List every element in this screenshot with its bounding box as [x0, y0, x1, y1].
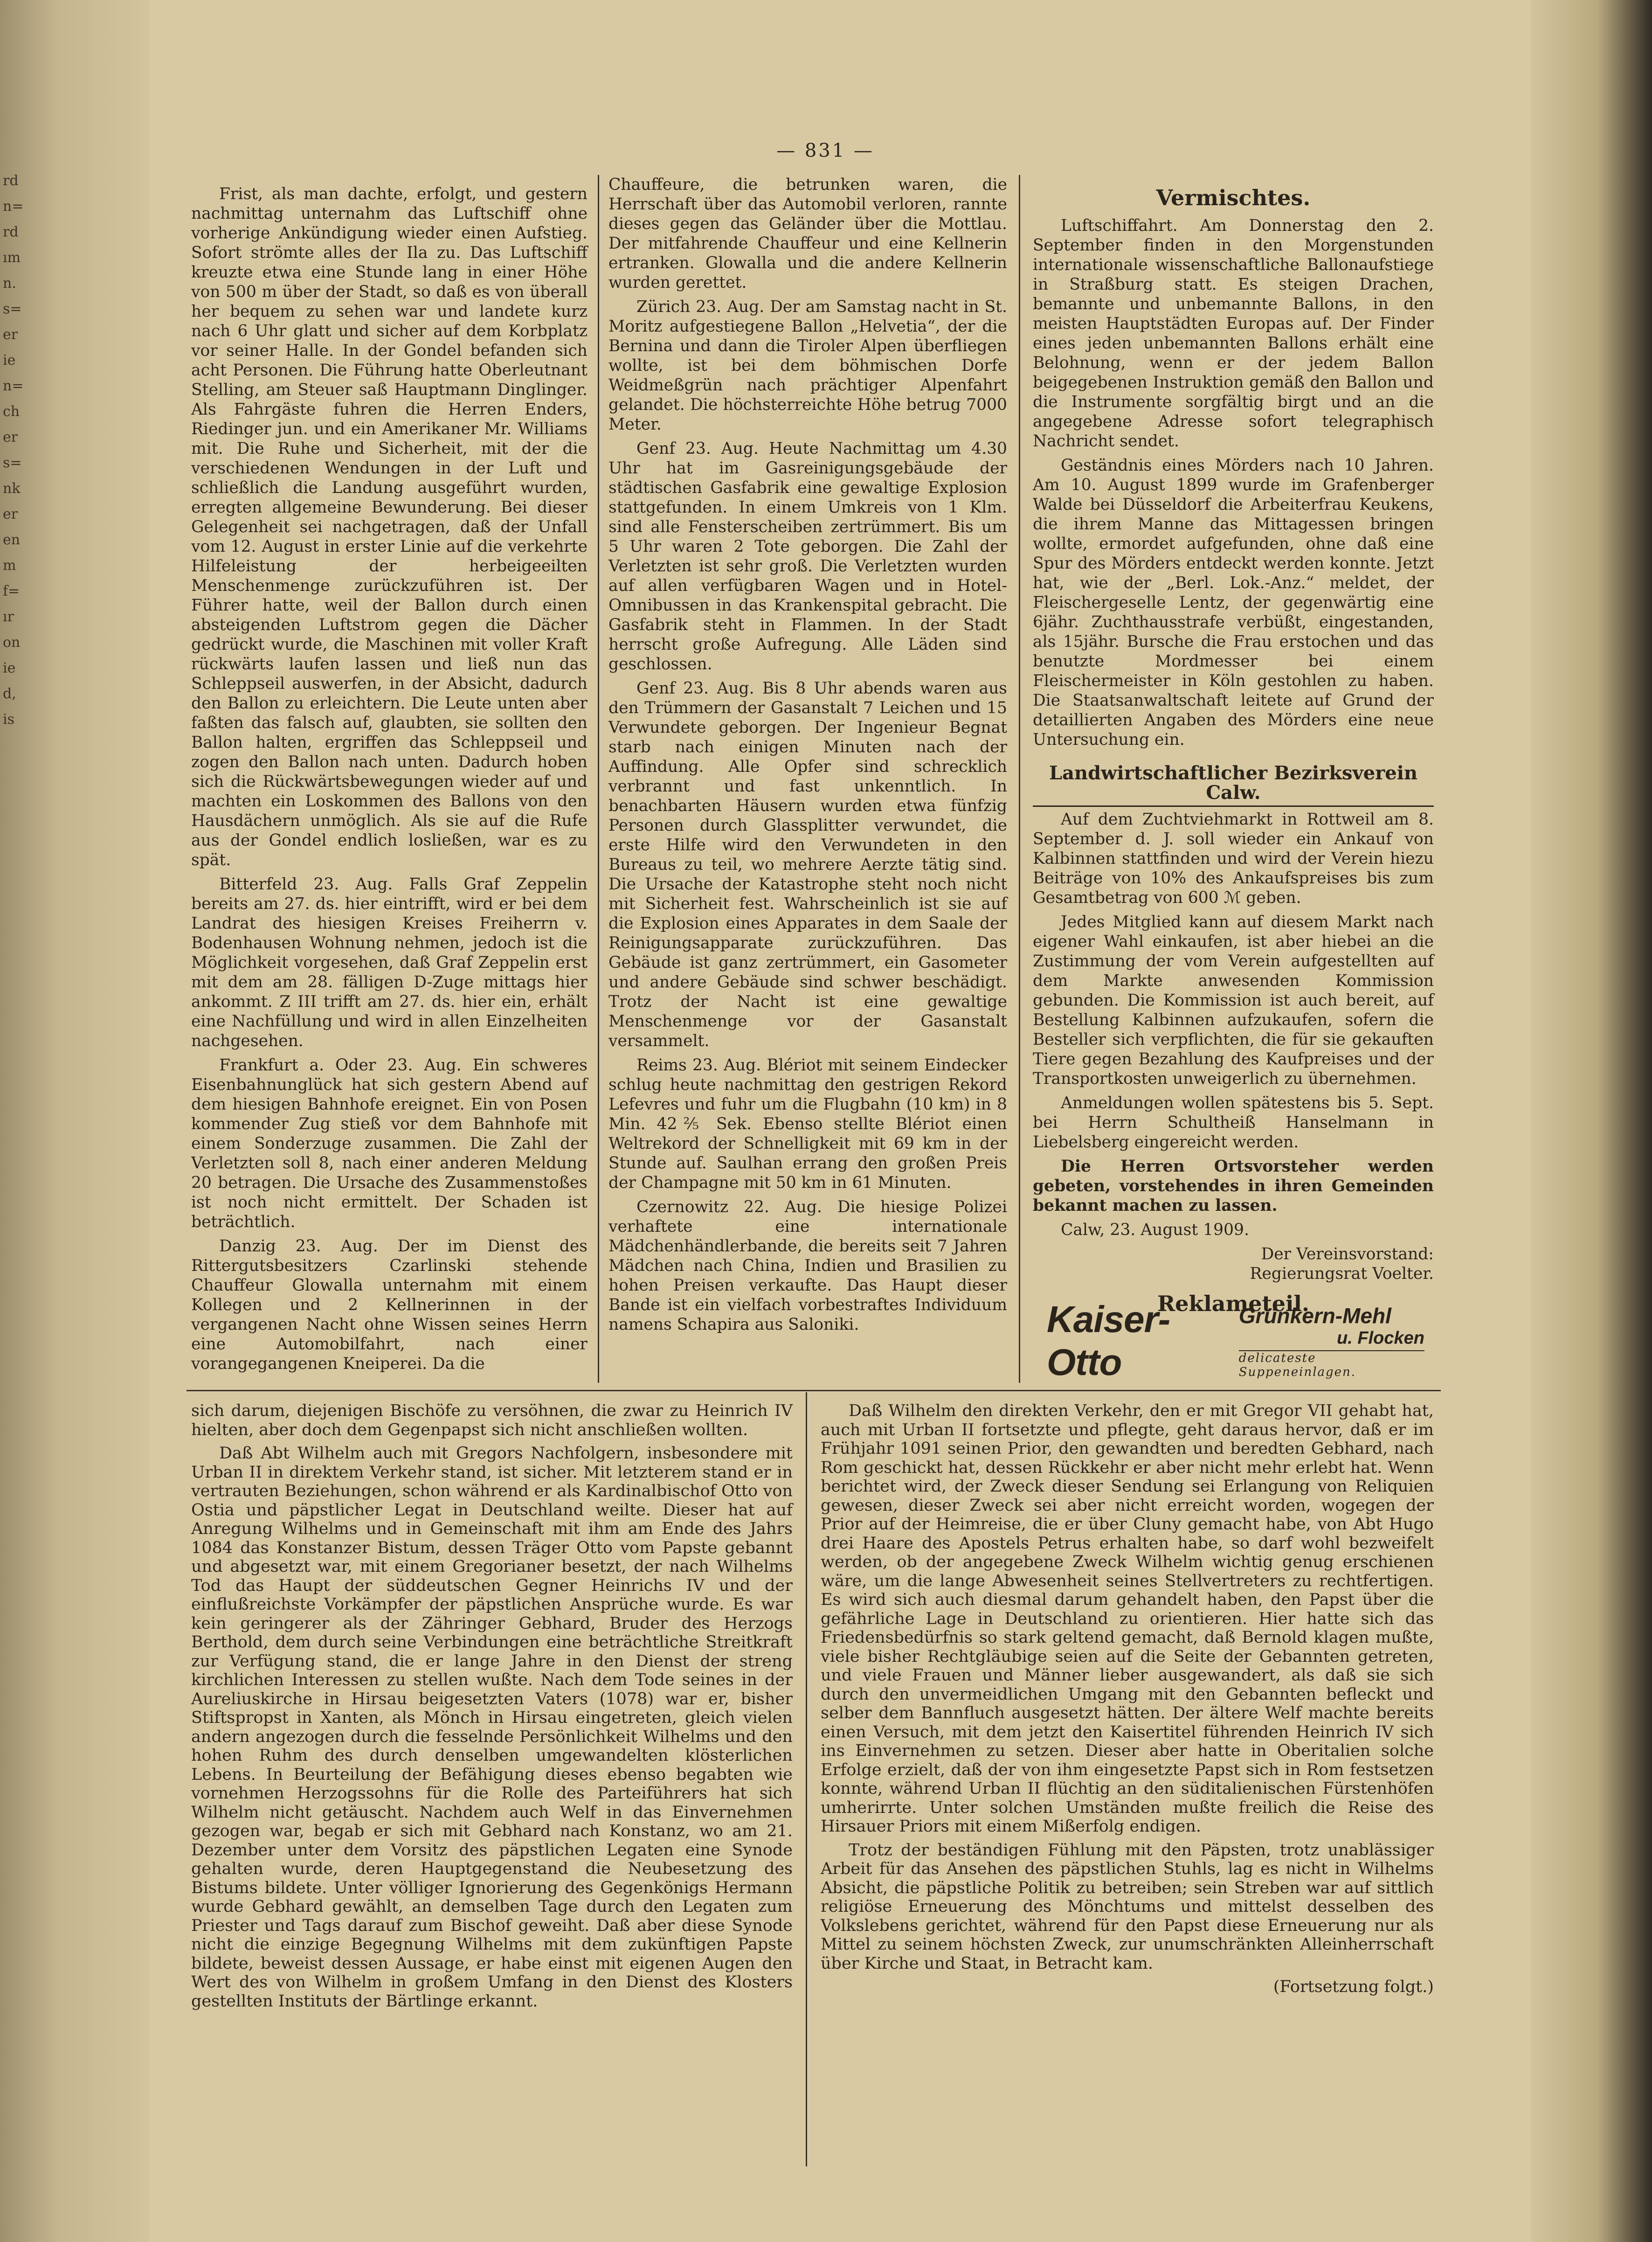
- section-divider: [187, 1390, 1441, 1391]
- article-paragraph: sich darum, diejenigen Bischöfe zu versöhnen, die zwar zu Heinrich IV hielten, aber doch dem Gegenpapst sich nicht anschließen wollten.: [191, 1402, 793, 1439]
- notice-signature: Regierungsrat Voelter.: [1250, 1264, 1434, 1283]
- article-paragraph: Daß Wilhelm den direkten Verkehr, den er mit Gregor VII gehabt hat, auch mit Urban II fortsetzte und pflegte, geht daraus hervor, daß er im Frühjahr 1091 seinen Prior, den gewandten und beredten Gebhard, nach Rom geschickt hat, dessen Rückkehr er aber nicht mehr erlebt hat. Wenn berichtet wird, der Zweck dieser Sendung sei Erlangung von Reliquien gewesen, dieser Zweck sei aber nicht erreicht worden, wogegen der Prior auf der Heimreise, die er über Cluny gemacht habe, von Abt Hugo drei Haare des Apostels Petrus erhalten habe, so darf wohl bezweifelt werden, ob der angegebene Zweck Wilhelm wichtig genug erschienen wäre, um die lange Abwesenheit seines Stellvertreters zu rechtfertigen. Es wird sich auch diesmal darum gehandelt haben, den Papst über die gefährliche Lage in Deutschland zu orientieren. Hier hatte sich das Friedensbedürfnis so stark geltend gemacht, daß Bernold klagen mußte, viele bisher Rechtgläubige seien auf die Seite der Gebannten getreten, und viele Frauen und Männer lieber ausgewandert, als daß sie sich durch den unvermeidlichen Umgang mit den Gebannten befleckt und selber dem Bannfluch ausgesetzt hätten. Der ältere Welf machte bereits einen Versuch, mit dem jetzt den Kaisertitel führenden Heinrich IV sich ins Einvernehmen zu setzen. Dieser aber hatte in Oberitalien solche Erfolge erzielt, daß der von ihm eingesetzte Papst sich in Rom festsetzen konnte, während Urban II flüchtig an den süditalienischen Fürstenhöfen umherirrte. Unter solchen Umständen mußte freilich die Reise des Hirsauer Priors mit einem Mißerfolg endigen.: [821, 1402, 1434, 1836]
- article-paragraph: Danzig 23. Aug. Der im Dienst des Rittergutsbesitzers Czarlinski stehende Chauffeur Glowalla unternahm mit einem Kollegen und 2 Kellnerinnen in der vergangenen Nacht ohne Wissen seines Herrn eine Automobilfahrt, nach einer vorangegangenen Kneiperei. Da die: [191, 1237, 588, 1373]
- binding-gutter: [0, 0, 149, 2242]
- notice-paragraph: Jedes Mitglied kann auf diesem Markt nach eigener Wahl einkaufen, ist aber hiebei an die Zustimmung der vom Verein aufgestellten auf dem Markte anwesenden Kommission gebunden. Die Kommission ist auch bereit, auf Bestellung Kalbinnen aufzukaufen, sofern die Besteller sich verpflichten, die für sie gekauften Tiere gegen Bezahlung des Kaufpreises und der Transportkosten unweigerlich zu übernehmen.: [1033, 913, 1434, 1088]
- association-notice: [1033, 764, 1434, 1284]
- section-heading: Vermischtes.: [1156, 185, 1311, 210]
- article-paragraph: Genf 23. Aug. Bis 8 Uhr abends waren aus den Trümmern der Gasanstalt 7 Leichen und 15 Verwundete geborgen. Der Ingenieur Begnat starb nach einigen Minuten nach der Auffindung. Alle Opfer sind schrecklich verbrannt und fast unkenntlich. In benachbarten Häusern wurden etwa fünfzig Personen durch Glassplitter verwundet, die erste Hilfe wird den Verwundeten in den Bureaus zu teil, wo mehrere Aerzte tätig sind. Die Ursache der Katastrophe steht noch nicht mit Sicherheit fest. Wahrscheinlich ist sie auf die Explosion eines Apparates in dem Saale der Reinigungsapparate zurückzuführen. Das Gebäude ist ganz zertrümmert, ein Gasometer und andere Gebäude sind schwer beschädigt. Trotz der Nacht ist eine gewaltige Menschenmenge vor der Gasanstalt versammelt.: [608, 679, 1007, 1050]
- notice-paragraph: Die Herren Ortsvorsteher werden gebeten, vorstehendes in ihren Gemeinden bekannt machen zu lassen.: [1033, 1157, 1434, 1215]
- article-paragraph: Daß Abt Wilhelm auch mit Gregors Nachfolgern, insbesondere mit Urban II in direktem Verkehr stand, ist sicher. Mit letzterem stand er in vertrauten Beziehungen, schon während er als Kardinalbischof Otto von Ostia und päpstlicher Legat in Deutschland weilte. Dieser hat auf Anregung Wilhelms und in Gemeinschaft mit ihm am Ende des Jahrs 1084 das Konstanzer Bistum, dessen Träger Otto vom Papste gebannt und abgesetzt war, mit einem Gregorianer besetzt, der nach Wilhelms Tod das Haupt der süddeutschen Gegner Heinrichs IV und der einflußreichste Vorkämpfer der päpstlichen Ansprüche wurde. Es war kein geringerer als der Zähringer Gebhard, Bruder des Herzogs Berthold, dem durch seine Verbindungen eine beträchtliche Streitkraft zur Verfügung stand, die er lange Jahre in den Dienst der streng kirchlichen Interessen zu stellen wußte. Nach dem Tode seines in der Aureliuskirche in Hirsau beigesetzten Vaters (1078) war er, bisher Stiftspropst in Xanten, als Mönch in Hirsau eingetreten, gleich vielen andern angezogen durch die fesselnde Persönlichkeit Wilhelms und den hohen Ruhm des durch denselben umgewandelten klösterlichen Lebens. In Beurteilung der Befähigung dieses ebenso begabten wie vornehmen Herzogssohns für die Rolle des Parteiführers hat sich Wilhelm nicht getäuscht. Nachdem auch Welf in das Einvernehmen gezogen war, begab er sich mit Gebhard nach Konstanz, wo am 21. Dezember unter dem Vorsitz des päpstlichen Legaten eine Synode gehalten wurde, deren Hauptgegenstand die Neubesetzung des Bistums bildete. Unter völliger Ignorierung des Gegenkönigs Hermann wurde Gebhard gewählt, an demselben Tage durch den Legaten zum Priester und Tags darauf zum Bischof geweiht. Daß aber diese Synode nicht die einzige Begegnung Wilhelms mit dem zukünftigen Papste bildete, beweist dessen Aussage, er habe einst mit eigenen Augen den Wert des von Wilhelm in großem Umfang in den Dienst des Klosters gestellten Instituts der Bärtlinge erkannt.: [191, 1444, 793, 2011]
- article-paragraph: Bitterfeld 23. Aug. Falls Graf Zeppelin bereits am 27. ds. hier eintrifft, wird er bei dem Landrat des hiesigen Kreises Freiherrn v. Bodenhausen Wohnung nehmen, jedoch ist die Möglichkeit vorgesehen, daß Graf Zeppelin erst mit dem am 28. fälligen D-Zuge mittags hier ankommt. Z III trifft am 27. ds. hier ein, erhält eine Nachfüllung und wird in allen Einzelheiten nachgesehen.: [191, 875, 588, 1050]
- column-rule: [1019, 175, 1020, 1383]
- article-paragraph: Reims 23. Aug. Blériot mit seinem Eindecker schlug heute nachmittag den gestrigen Rekord Lefevres und fuhr um die Flugbahn (10 km) in 8 Min. 42⅖ Sek. Ebenso stellte Blériot einen Weltrekord der Schnelligkeit mit 69 km in der Stunde auf. Saulhan errang den großen Preis der Champagne mit 50 km in 61 Minuten.: [608, 1056, 1007, 1192]
- ad-product-2: u. Flocken: [1337, 1328, 1424, 1348]
- column-rule: [806, 1392, 807, 2166]
- notice-signature: Der Vereinsvorstand:: [1261, 1245, 1434, 1263]
- article-paragraph: Trotz der beständigen Fühlung mit den Päpsten, trotz unablässiger Arbeit für das Ansehen des päpstlichen Stuhls, lag es nicht in Wilhelms Absicht, die päpstliche Politik zu betreiben; sein Streben war auf sittlich religiöse Erneuerung des Mönchtums und mittelst desselben des Volkslebens gerichtet, während für den Papst diese Erneuerung nur als Mittel zu seinem höchsten Zweck, zur unumschränkten Alleinherrschaft über Kirche und Staat, in Betracht kam.: [821, 1840, 1434, 1973]
- ad-brand: Kaiser-Otto: [1047, 1298, 1170, 1383]
- column-rule: [598, 175, 599, 1383]
- article-paragraph: Czernowitz 22. Aug. Die hiesige Polizei verhaftete eine internationale Mädchenhändlerbande, die bereits seit 7 Jahren Mädchen nach China, Indien und Brasilien zu hohen Preisen verkaufte. Das Haupt dieser Bande ist ein vielfach vorbestraftes Individuum namens Schapira aus Saloniki.: [608, 1198, 1007, 1334]
- article-paragraph: Genf 23. Aug. Heute Nachmittag um 4.30 Uhr hat im Gasreinigungsgebäude der städtischen Gasfabrik eine gewaltige Explosion stattgefunden. In einem Umkreis von 1 Klm. sind alle Fensterscheiben zertrümmert. Bis um 5 Uhr waren 2 Tote geborgen. Die Zahl der Verletzten ist sehr groß. Die Verletzten wurden auf allen verfügbaren Wagen und in Hotel-Omnibussen in das Krankenspital gebracht. Die Gasfabrik steht in Flammen. In der Stadt herrscht große Aufregung. Alle Läden sind geschlossen.: [608, 439, 1007, 673]
- reklame-heading: Reklameteil.: [1157, 1291, 1310, 1316]
- page-number: — 831 —: [776, 140, 874, 161]
- article-paragraph: Zürich 23. Aug. Der am Samstag nacht in St. Moritz aufgestiegene Ballon „Helvetia“, der die Bernina und dann die Tiroler Alpen überfliegen wollte, ist bei dem böhmischen Dorfe Weidmeßgrün nach prächtiger Alpenfahrt gelandet. Die höchsterreichte Höhe betrug 7000 Meter.: [608, 298, 1007, 434]
- column-5: [821, 1402, 1434, 2162]
- column-1: [191, 184, 588, 1371]
- article-paragraph: Geständnis eines Mörders nach 10 Jahren. Am 10. August 1899 wurde im Grafenberger Walde bei Düsseldorf die Arbeiterfrau Keukens, die ihrem Manne das Mittagessen bringen wollte, ermordet aufgefunden, ohne daß eine Spur des Mörders entdeckt werden konnte. Jetzt hat, wie der „Berl. Lok.-Anz.“ meldet, der Fleischergeselle Lentz, der gegenwärtig eine 6jähr. Zuchthausstrafe verbüßt, eingestanden, als 15jähr. Bursche die Frau erstochen und das benutzte Mordmesser bei einem Fleischermeister in Köln gestohlen zu haben. Die Staatsanwaltschaft leitete auf Grund der detaillierten Angaben des Mörders eine neue Untersuchung ein.: [1033, 456, 1434, 749]
- notice-paragraph: Auf dem Zuchtviehmarkt in Rottweil am 8. September d. J. soll wieder ein Ankauf von Kalbinnen stattfinden und wird der Verein hiezu Beiträge von 10% des Ankaufspreises bis zum Gesamtbetrag von 600 ℳ geben.: [1033, 810, 1434, 907]
- column-4: [191, 1402, 793, 2162]
- page-edge-shadow: [1531, 0, 1652, 2242]
- article-paragraph: Frist, als man dachte, erfolgt, und gestern nachmittag unternahm das Luftschiff ohne vorherige Ankündigung wieder einen Aufstieg. Sofort strömte alles der Ila zu. Das Luftschiff kreuzte etwa eine Stunde lang in einer Höhe von 500 m über der Stadt, so daß es von überall her bequem zu sehen war und landete kurz nach 6 Uhr glatt und sicher auf dem Korbplatz vor seiner Halle. In der Gondel befanden sich acht Personen. Die Führung hatte Oberleutnant Stelling, am Steuer saß Hauptmann Dinglinger. Als Fahrgäste fuhren die Herren Enders, Riedinger jun. und ein Amerikaner Mr. Williams mit. Die Ruhe und Sicherheit, mit der die verschiedenen Wendungen in der Luft und schließlich die Landung ausgeführt wurden, erregten allgemeine Bewunderung. Bei dieser Gelegenheit sei nachgetragen, daß der Unfall vom 12. August in erster Linie auf die verkehrte Hilfeleistung der herbeigeeilten Menschenmenge zurückzuführen ist. Der Führer hatte, weil der Ballon durch einen absteigenden Luftstrom gegen die Dächer gedrückt wurde, die Maschinen mit voller Kraft rückwärts laufen lassen und ließ nun das Schleppseil auswerfen, in der Absicht, dadurch den Ballon zu erleichtern. Die Leute unten aber faßten das falsch auf, glaubten, sie sollten den Ballon halten, ergriffen das Schleppseil und zogen den Ballon nach unten. Dadurch hoben sich die Rückwärtsbewegungen wieder auf und machten ein Loskommen des Ballons von den Hausdächern unmöglich. Als sie auf die Rufe aus der Gondel endlich losließen, war es zu spät.: [191, 185, 588, 869]
- notice-date: Calw, 23. August 1909.: [1061, 1221, 1249, 1239]
- previous-page-fragments: rd n= rd ım n. s= er ie n= ch er s= nk er en m f= ır on ie d, is: [3, 173, 24, 728]
- notice-paragraph: Anmeldungen wollen spätestens bis 5. Sept. bei Herrn Schultheiß Hanselmann in Liebelsberg eingereicht werden.: [1033, 1094, 1434, 1152]
- ad-tagline: delicateste Suppeneinlagen.: [1239, 1350, 1424, 1379]
- ad-text-group: [1239, 1303, 1424, 1379]
- continuation-note: (Fortsetzung folgt.): [1273, 1978, 1434, 1996]
- notice-title: Landwirtschaftlicher Bezirksverein Calw.: [1033, 764, 1434, 807]
- article-paragraph: Chauffeure, die betrunken waren, die Herrschaft über das Automobil verloren, rannte dieses gegen das Geländer über die Mottlau. Der mitfahrende Chauffeur und eine Kellnerin ertranken. Glowalla und die andere Kellnerin wurden gerettet.: [608, 175, 1007, 292]
- ad-product: Grünkern-Mehl: [1238, 1303, 1391, 1328]
- article-paragraph: Luftschiffahrt. Am Donnerstag den 2. September finden in den Morgenstunden internationale wissenschaftliche Ballonaufstiege in Straßburg statt. Es steigen Drachen, bemannte und unbemannte Ballons, in den meisten Hauptstädten Europas auf. Der Finder eines jeden unbemannten Ballons erhält eine Belohnung, wenn er der jedem Ballon beigegebenen Instruktion gemäß den Ballon und die Instrumente sorgfältig birgt und an die angegebene Adresse sofort telegraphisch Nachricht sendet.: [1033, 216, 1434, 451]
- column-2: [608, 175, 1007, 1388]
- article-paragraph: Frankfurt a. Oder 23. Aug. Ein schweres Eisenbahnunglück hat sich gestern Abend auf dem hiesigen Bahnhofe ereignet. Ein von Posen kommender Zug stieß vor dem Bahnhofe mit einem Sonderzuge zusammen. Die Zahl der Verletzten soll 8, nach einer anderen Meldung 20 betragen. Die Ursache des Zusammenstoßes ist noch nicht ermittelt. Der Schaden ist beträchtlich.: [191, 1056, 588, 1231]
